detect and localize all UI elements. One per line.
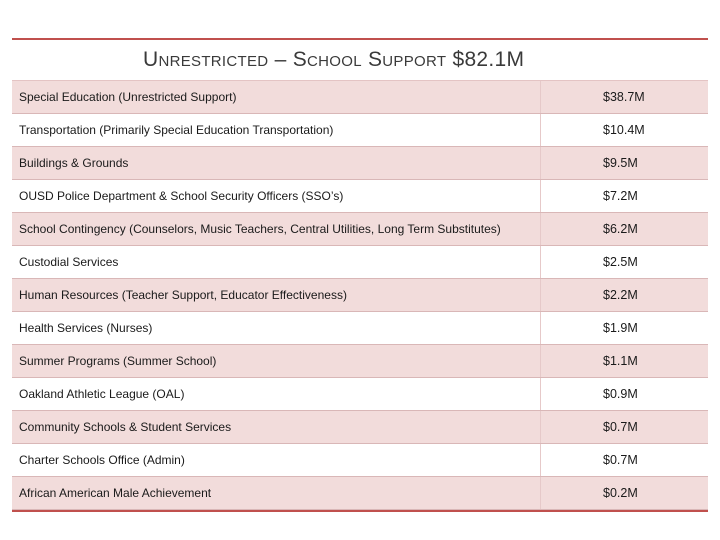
row-label: Health Services (Nurses) — [19, 321, 153, 335]
row-amount: $9.5M — [540, 147, 708, 179]
row-label: African American Male Achievement — [19, 486, 212, 500]
title-row — [12, 40, 708, 81]
table-row — [12, 279, 708, 312]
row-amount: $10.4M — [540, 114, 708, 146]
row-label: Buildings & Grounds — [19, 156, 129, 170]
row-amount: $6.2M — [540, 213, 708, 245]
title-part-unrestricted: Unrestricted – — [143, 48, 287, 71]
row-amount: $38.7M — [540, 81, 708, 113]
row-label: Transportation (Primarily Special Education Transportation) — [19, 123, 334, 137]
row-label: Community Schools & Student Services — [19, 420, 232, 434]
budget-table — [12, 38, 708, 512]
row-amount: $0.7M — [540, 444, 708, 476]
row-amount: $1.1M — [540, 345, 708, 377]
table-row — [12, 444, 708, 477]
row-label: Human Resources (Teacher Support, Educator Effectiveness) — [19, 288, 347, 302]
row-label: Charter Schools Office (Admin) — [19, 453, 185, 467]
slide-title — [143, 48, 524, 72]
row-label: Summer Programs (Summer School) — [19, 354, 217, 368]
row-amount: $7.2M — [540, 180, 708, 212]
row-amount: $0.2M — [540, 477, 708, 509]
row-amount: $0.7M — [540, 411, 708, 443]
table-row — [12, 345, 708, 378]
row-amount: $1.9M — [540, 312, 708, 344]
row-label: Oakland Athletic League (OAL) — [19, 387, 185, 401]
row-label: Custodial Services — [19, 255, 119, 269]
row-label: OUSD Police Department & School Security Officers (SSO’s) — [19, 189, 344, 203]
table-row — [12, 246, 708, 279]
table-row — [12, 81, 708, 114]
title-amount: $82.1M — [452, 48, 525, 71]
table-row — [12, 378, 708, 411]
table-row — [12, 477, 708, 510]
table-row — [12, 114, 708, 147]
title-part-school-support: School Support — [292, 48, 447, 71]
row-label: Special Education (Unrestricted Support) — [19, 90, 237, 104]
table-body — [12, 81, 708, 510]
table-row — [12, 411, 708, 444]
table-row — [12, 312, 708, 345]
table-row — [12, 213, 708, 246]
table-row — [12, 180, 708, 213]
row-amount: $2.5M — [540, 246, 708, 278]
row-amount: $2.2M — [540, 279, 708, 311]
table-row — [12, 147, 708, 180]
row-amount: $0.9M — [540, 378, 708, 410]
row-label: School Contingency (Counselors, Music Teachers, Central Utilities, Long Term Substitutes) — [19, 222, 501, 236]
